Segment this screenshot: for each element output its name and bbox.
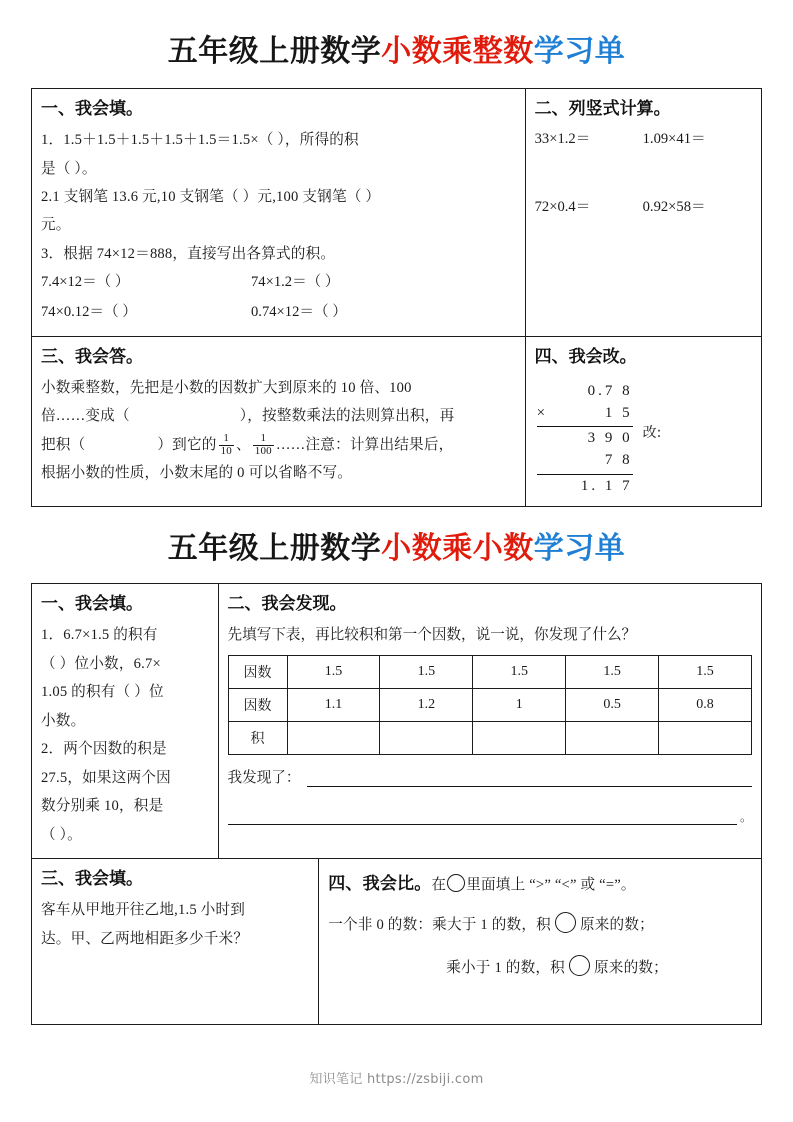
section-2-heading: 二、列竖式计算。 <box>534 99 671 119</box>
multiply-icon: × <box>536 405 546 422</box>
factor1-cell-1: 1.5 <box>287 655 380 688</box>
table-row-product <box>228 721 751 754</box>
product-cell-5[interactable] <box>659 721 752 754</box>
factor1-cell-4: 1.5 <box>566 655 659 688</box>
fraction-separator: 、 <box>235 436 251 453</box>
s2-s1-line-2: （ ）位小数，6.7× <box>41 655 161 672</box>
s1-q1-line2: 是（ ）。 <box>41 160 97 177</box>
s2-s4-rule-line-1 <box>328 911 752 939</box>
s2-s1-line-4: 小数。 <box>41 712 86 729</box>
s2-s4-instruction-row <box>328 868 752 901</box>
factor1-cell-3: 1.5 <box>473 655 566 688</box>
title-1-grade-subject: 五年级上册数学 <box>167 34 382 69</box>
watermark: 知识笔记 https://zsbiji.com <box>309 1072 484 1087</box>
product-cell-2[interactable] <box>380 721 473 754</box>
s2-s4-instr-b: 里面填上 “>” “<” 或 “=”。 <box>466 877 636 894</box>
s3-line-3a: 把积（ <box>41 436 86 453</box>
s1-q3-eq-b: 74×1.2＝（ ） <box>251 274 340 291</box>
s3-line-1: 小数乘整数，先把是小数的因数扩大到原来的 10 倍、100 <box>41 379 412 396</box>
s2-section-4-compare <box>318 859 761 1024</box>
vertical-multiplication-block <box>535 374 752 498</box>
s2-expr-2: 1.09×41＝ <box>642 131 706 148</box>
s1-q3-heading: 3．根据 74×12＝888，直接写出各算式的积。 <box>41 245 336 262</box>
worksheet-1-row-bottom <box>32 336 761 507</box>
product-cell-1[interactable] <box>287 721 380 754</box>
worksheet-1-row-top <box>32 89 761 336</box>
s2-work-space-2[interactable] <box>535 222 752 248</box>
s2-s4-rule-line-2 <box>328 954 752 982</box>
s2-s4-line1-b: 原来的数； <box>579 917 654 934</box>
s3-line-3 <box>41 431 516 459</box>
s2-s3-work-space[interactable] <box>41 953 309 1015</box>
s2-work-space-1[interactable] <box>535 154 752 194</box>
s1-q2-line1: 2.1 支钢笔 13.6 元,10 支钢笔（ ）元,100 支钢笔（ ） <box>41 189 381 205</box>
title-1-topic: 小数乘整数 <box>381 34 534 69</box>
fraction-one-hundredth <box>253 433 274 457</box>
row-label-factor-2: 因数 <box>228 688 287 721</box>
circle-blank-icon-0[interactable] <box>447 874 465 892</box>
discovery-answer-row-1 <box>228 766 752 787</box>
s2-s2-intro: 先填写下表，再比较积和第一个因数，说一说，你发现了什么？ <box>227 627 637 644</box>
s2-section-1-fill-in <box>32 584 218 858</box>
row-label-factor-1: 因数 <box>228 655 287 688</box>
s1-q3-eq-c: 74×0.12＝（ ） <box>41 303 137 320</box>
s2-s3-line-2: 达。甲、乙两地相距多少千米？ <box>41 930 249 947</box>
vmul-multiplier: 1 5 <box>604 405 633 422</box>
s2-s1-line-7: 数分别乘 10，积是 <box>41 798 164 815</box>
s1-q3-eq-a: 7.4×12＝（ ） <box>41 274 130 291</box>
s2-section-4-heading: 四、我会比。 <box>328 874 432 895</box>
table-row-factor-1 <box>228 655 751 688</box>
section-3-answer <box>32 337 525 507</box>
s2-section-2-heading: 二、我会发现。 <box>227 594 347 615</box>
factor2-cell-3: 1 <box>473 688 566 721</box>
s2-s4-line2-a: 乘小于 1 的数，积 <box>446 959 565 976</box>
factor1-cell-5: 1.5 <box>659 655 752 688</box>
s2-s3-line-1: 客车从甲地开往乙地,1.5 小时到 <box>41 902 246 919</box>
discovery-blank-line-2[interactable] <box>228 807 737 825</box>
section-1-fill-in <box>32 89 525 336</box>
s2-expr-1: 33×1.2＝ <box>534 131 591 148</box>
s3-line-2 <box>41 402 516 430</box>
fraction-2-denominator: 100 <box>254 444 272 457</box>
section-1-heading: 一、我会填。 <box>41 99 143 119</box>
vmul-partial-2: 7 8 <box>604 452 633 469</box>
s2-section-1-heading: 一、我会填。 <box>41 594 143 615</box>
s2-expr-3: 72×0.4＝ <box>534 198 591 215</box>
table-row-factor-2 <box>228 688 751 721</box>
circle-blank-icon-2[interactable] <box>569 955 590 976</box>
vmul-multiplier-row <box>537 402 633 427</box>
section-3-heading: 三、我会答。 <box>41 346 143 367</box>
product-cell-3[interactable] <box>473 721 566 754</box>
factor2-cell-1: 1.1 <box>287 688 380 721</box>
factor2-cell-5: 0.8 <box>659 688 752 721</box>
title-2-suffix: 学习单 <box>533 531 626 567</box>
vmul-result-row <box>537 474 633 498</box>
fraction-2-numerator: 1 <box>260 432 267 445</box>
s3-line-3c: ……注意：计算出结果后， <box>275 436 454 453</box>
s1-q3-equations <box>41 268 516 326</box>
s1-q3-eq-d: 0.74×12＝（ ） <box>251 303 347 320</box>
s2-s1-line-1: 1．6.7×1.5 的积有 <box>41 627 158 644</box>
discovery-answer-row-2 <box>228 807 752 825</box>
s2-s4-line2-b: 原来的数； <box>593 959 668 976</box>
s3-line-2b: ），按整数乘法的法则算出积，再 <box>239 408 455 425</box>
s2-section-2-discover <box>218 584 761 858</box>
vmul-partial-2-row <box>537 449 633 473</box>
fraction-one-tenth <box>219 433 234 457</box>
worksheet-2-row-bottom <box>32 858 761 1024</box>
s2-s4-instr-a: 在 <box>431 877 447 894</box>
s3-line-3b: ）到它的 <box>157 436 217 453</box>
s2-s1-line-6: 27.5，如果这两个因 <box>41 769 171 786</box>
section-4-heading: 四、我会改。 <box>534 346 637 367</box>
s2-calc-row-2 <box>535 194 752 222</box>
s2-s4-line1-a: 一个非 0 的数：乘大于 1 的数，积 <box>328 917 551 934</box>
worksheet-1-title <box>0 0 793 88</box>
title-2-topic: 小数乘小数 <box>381 531 534 567</box>
worksheet-2-row-top <box>32 584 761 858</box>
s2-calc-row-1 <box>535 126 752 154</box>
vmul-multiplicand-row <box>537 380 633 403</box>
factor2-cell-4: 0.5 <box>566 688 659 721</box>
fraction-1-denominator: 10 <box>220 444 232 457</box>
s1-q2-line2: 元。 <box>41 217 71 234</box>
row-label-product: 积 <box>228 721 287 754</box>
worksheet-2-table <box>31 583 762 1025</box>
factors-product-table <box>228 655 752 755</box>
s2-section-3-heading: 三、我会填。 <box>41 869 143 890</box>
vertical-multiplication <box>537 380 633 498</box>
s3-line-4: 根据小数的性质，小数末尾的 0 可以省略不写。 <box>41 465 353 482</box>
vmul-multiplicand: 0.7 8 <box>587 382 633 399</box>
s2-expr-4: 0.92×58＝ <box>642 198 706 215</box>
worksheet-2-title <box>0 507 793 583</box>
vmul-result: 1. 1 7 <box>580 477 633 494</box>
discovery-label: 我发现了： <box>227 769 301 786</box>
s4-correction-label: 改: <box>642 424 662 441</box>
section-2-vertical-calc <box>525 89 761 336</box>
factor2-cell-2: 1.2 <box>380 688 473 721</box>
vmul-partial-1-row <box>537 427 633 450</box>
section-4-correct <box>525 337 761 507</box>
s2-s1-line-3: 1.05 的积有（ ）位 <box>41 684 164 701</box>
title-2-grade-subject: 五年级上册数学 <box>167 531 382 567</box>
product-cell-4[interactable] <box>566 721 659 754</box>
circle-blank-icon-1[interactable] <box>555 912 576 933</box>
s2-section-3-word-problem <box>32 859 318 1024</box>
s1-q1-line1: 1．1.5＋1.5＋1.5＋1.5＋1.5＝1.5×（ ），所得的积 <box>41 132 359 149</box>
fraction-1-numerator: 1 <box>223 432 230 445</box>
s2-s1-line-8: （ ）。 <box>41 826 82 843</box>
title-1-suffix: 学习单 <box>533 34 626 69</box>
factor1-cell-2: 1.5 <box>380 655 473 688</box>
worksheet-1-table <box>31 88 762 507</box>
discovery-period: 。 <box>739 809 752 824</box>
vmul-partial-1: 3 9 0 <box>587 429 633 446</box>
discovery-blank-line-1[interactable] <box>307 769 753 787</box>
s2-s1-line-5: 2．两个因数的积是 <box>41 741 167 758</box>
s3-line-2a: 倍……变成（ <box>41 408 130 425</box>
